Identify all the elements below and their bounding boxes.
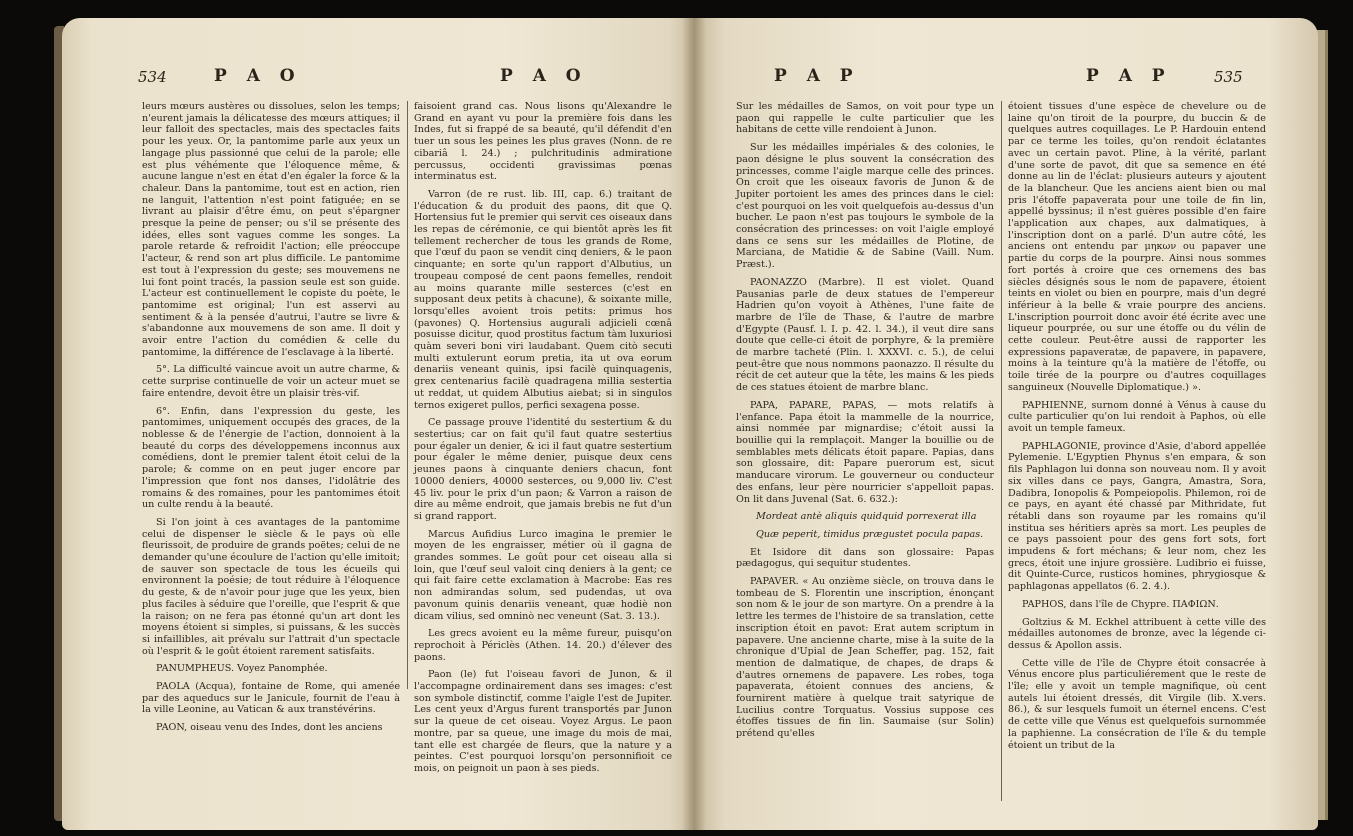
paragraph: PAPHLAGONIE, province d'Asie, d'abord appellée Pylemenie. L'Egyptien Phynus s'en empara, & son fils Paphlagon lui donna son nouveau nom. Il y avoit six villes dans ce pays, Gangra, Amastra, Sora, Dadibra, Ionopolis & Pompeiopolis. Philemon, roi de ce pays, en ayant été chassé par Mithridate, fut rétabli dans son royaume par les romains qu'il institua ses héritiers après sa mort. Les peuples de ce pays passoient pour des gens fort sots, fort impudens & fort méchans; & leur nom, chez les grecs, étoit une injure grossière. Ludibrio ei fuisse, dit Quinte-Curce, rusticos homines, phrygiosque & paphlagonas appellatos (6. 2. 4.). bbox=[1008, 440, 1266, 593]
left-page-number: 534 bbox=[138, 68, 167, 86]
right-running-head-1: P A P bbox=[774, 66, 860, 86]
left-running-head-2: P A O bbox=[500, 66, 588, 86]
paragraph: Les grecs avoient eu la même fureur, puisqu'on reprochoit à Périclès (Athen. 14. 20.) d'élever des paons. bbox=[414, 628, 672, 663]
paragraph: PANUMPHEUS. Voyez Panomphée. bbox=[156, 663, 328, 675]
right-running-head-2: P A P bbox=[1086, 66, 1172, 86]
paragraph: 5°. La difficulté vaincue avoit un autre charme, & cette surprise continuelle de voir un acteur muet se faire entendre, devoit être un plaisir très-vif. bbox=[142, 364, 400, 399]
paragraph: Ce passage prouve l'identité du sestertium & du sestertius; car on fait qu'il faut quatre sestertius pour égaler un denier, & ici il faut quatre sestertium pour égaler le même denier, puisque deux cens jeunes paons à cinquante deniers chacun, font 10000 deniers, 40000 sesterces, ou 9,000 liv. C'est 45 liv. pour le prix d'un paon; & Varron a raison de dire au même endroit, que jamais brebis ne fut d'un si grand rapport. bbox=[414, 417, 672, 522]
left-running-head-1: P A O bbox=[214, 66, 302, 86]
left-page bbox=[62, 18, 694, 830]
verse-line: Mordeat antè aliquis quidquid porrexerat illa bbox=[756, 511, 977, 523]
right-page bbox=[694, 18, 1318, 830]
paragraph: PAONAZZO (Marbre). Il est violet. Quand Pausanias parle de deux statues de l'empereur Hadrien qu'on voyoit à Athènes, l'une faite de marbre de l'île de Thase, & l'autre de marbre d'Egypte (Pausf. l. I. p. 42. l. 34.), il veut dire sans doute que celle-ci étoit de porphyre, & la première de marbre tacheté (Plin. l. XXXVI. c. 5.), de celui peut-être que nous nommons paonazzo. Il résulte du récit de cet auteur que la tête, les mains & les pieds de ces statues étoient de marbre blanc. bbox=[736, 276, 994, 394]
paragraph: PAPA, PAPARE, PAPAS, — mots relatifs à l'enfance. Papa étoit la mammelle de la nourrice, ainsi nommée par mignardise; c'étoit aussi la bouillie qui la remplaçoit. Manger la bouillie ou de semblables mets délicats étoit papare. Papias, dans son glossaire, dit: Papare puerorum est, sicut manducare virorum. Le gouverneur ou conducteur des enfans, leur père nourricier s'appelloit papas. On lit dans Juvenal (Sat. 6. 632.): bbox=[736, 399, 994, 505]
paragraph: Si l'on joint à ces avantages de la pantomime celui de dispenser le siècle & le pays où elle fleurissoit, de produire de grands poëtes; celui de ne demander qu'une écoulure de l'action qu'elle imitoit; de sauver son spectacle de tous les écueils qui environnent la poésie; de tout réduire à l'éloquence du geste, & de n'avoir pour juge que les yeux, bien plus faciles à séduire que l'oreille, que l'esprit & que la raison; on ne fera pas étonné qu'un art dont les moyens étoient si simples, si puissans, & les succès si infaillibles, ait prévalu sur l'attrait d'un spectacle où l'esprit & le goût étoient rarement satisfaits. bbox=[142, 516, 400, 657]
paragraph: Cette ville de l'île de Chypre étoit consacrée à Vénus encore plus particuliérement que le reste de l'île; elle y avoit un temple magnifique, où cent autels lui étoient dressés, dit Virgile (lib. X.vers. 86.), & sur lesquels fumoit un éternel encens. C'est de cette ville que Vénus est quelquefois surnommée la paphienne. La consécration de l'île & du temple étoient un tribut de la bbox=[1008, 657, 1266, 751]
paragraph: faisoient grand cas. Nous lisons qu'Alexandre le Grand en ayant vu pour la première fois dans les Indes, fut si frappé de sa beauté, qu'il défendit d'en tuer un sous les peines les plus graves (Nonn. de re cibariâ l. 24.) ; pulchritudinis admiratione percussus, occidenti gravissimas pœnas interminatus est. bbox=[414, 101, 672, 183]
paragraph: Et Isidore dit dans son glossaire: Papas pædagogus, qui sequitur studentes. bbox=[736, 546, 994, 570]
paragraph: Sur les médailles impériales & des colonies, le paon désigne le plus souvent la consécration des princesses, comme l'aigle marque celle des princes. On croit que les oiseaux favoris de Junon & de Jupiter portoient les ames des princes dans le ciel: c'est pourquoi on les voit quelquefois au-dessus d'un bucher. Le paon n'est pas toujours le symbole de la consécration des princesses: on voit l'aigle employé dans ce sens sur les médailles de Plotine, de Marciana, de Matidie & de Sabine (Vaill. Num. Præst.). bbox=[736, 142, 994, 271]
paragraph: étoient tissues d'une espèce de chevelure ou de laine qu'on tiroit de la pourpre, du buccin & de quelques autres coquillages. Le P. Hardouin entend par ce terme les toiles, qu'on rendoit éclatantes avec un certain pavot. Pline, à la vérité, parlant d'une sorte de pavot, dit que sa semence en été donne au lin de l'éclat: plusieurs auteurs y ajoutent de la blancheur. Que les anciens aient bien ou mal pris l'étoffe papaverata pour une toile de fin lin, appellé byssinus; il n'est guères possible d'en faire l'application aux chapes, aux dalmatiques, à l'inscription dont on a parlé. D'un autre côté, les anciens ont entendu par μηκων ou papaver une partie du corps de la pourpre. Ainsi nous sommes fort portés à croire que ces ornemens des bas siècles désignés sous le nom de papavere, étoient teints en violet ou bien en pourpre, mais d'un degré inférieur à la belle & vraie pourpre des anciens. L'inscription pourroit donc avoir été écrite avec une liqueur pourprée, ou sur une étoffe ou du vélin de cette couleur. Peut-être aussi de rapporter les expressions papaveratæ, de papavere, in papavere, moins à la teinture qu'à la matière de l'étoffe, ou toile tirée de la pourpre ou d'autres coquillages sanguineux (Nouvelle Diplomatique.) ». bbox=[1008, 101, 1266, 393]
paragraph: PAPAVER. « Au onzième siècle, on trouva dans le tombeau de S. Florentin une inscription, énonçant son nom & le jour de son martyre. On a prendre à la lettre les termes de l'histoire de sa translation, cette inscription étoit en pavot: Erat autem scriptum in papavere. Une ancienne charte, mise à la suite de la chronique d'Upial de Jean Scheffer, pag. 152, fait mention de dalmatique, de chapes, de draps & d'autres ornemens de papavere. Les robes, toga papaverata, étoient connues des anciens, & fournirent matière à quelque trait satyrique de Lucilius contre Torquatus. Vossius suppose ces étoffes tissues de fin lin. Saumaise (sur Solin) prétend qu'elles bbox=[736, 576, 994, 740]
paragraph: Paon (le) fut l'oiseau favori de Junon, & il l'accompagne ordinairement dans ses images: c'est son symbole distinctif, comme l'aigle l'est de Jupiter. Les cent yeux d'Argus furent transportés par Junon sur la queue de cet oiseau. Voyez Argus. Le paon montre, par sa queue, une image du mois de mai, tant elle est chargée de fleurs, que la nature y a peintes. C'est pourquoi lorsqu'on personnifioit ce mois, on peignoit un paon à ses pieds. bbox=[414, 669, 672, 774]
paragraph: Goltzius & M. Eckhel attribuent à cette ville des médailles autonomes de bronze, avec la légende ci-dessus & Apollon assis. bbox=[1008, 616, 1266, 651]
paragraph: PAON, oiseau venu des Indes, dont les anciens bbox=[156, 722, 383, 734]
right-page-number: 535 bbox=[1214, 68, 1243, 86]
verse-line: Quæ peperit, timidus prægustet pocula papas. bbox=[756, 528, 984, 540]
right-page-column-1 bbox=[736, 101, 994, 746]
column-divider bbox=[407, 101, 408, 689]
left-page-column-2 bbox=[414, 101, 672, 781]
book-spread bbox=[62, 18, 1318, 830]
paragraph: PAPHOS, dans l'île de Chypre. ΠΑΦΙΩΝ. bbox=[1022, 598, 1219, 610]
paragraph: Marcus Aufidius Lurco imagina le premier le moyen de les engraisser, métier où il gagna de grandes sommes. Le goût pour cet oiseau alla si loin, que l'œuf seul valoit cinq deniers à la gent; ce qui fait faire cette exclamation à Macrobe: Eas res non admirandas solum, sed pudendas, ut ova pavonum quinis denariis veneant, quæ hodiè non dicam vilius, sed omninò nec veneunt (Sat. 3. 13.). bbox=[414, 528, 672, 622]
left-page-column-1 bbox=[142, 101, 400, 740]
paragraph: 6°. Enfin, dans l'expression du geste, les pantomimes, uniquement occupés des graces, de la noblesse & de l'énergie de l'action, donnoient à la beauté du corps des développemens inconnus aux comédiens, dont le premier talent étoit celui de la parole; & comme on en peut juger encore par l'impression que font nos danses, l'idolâtrie des romains & des romaines, pour les pantomimes étoit un culte rendu à la beauté. bbox=[142, 405, 400, 511]
paragraph: Sur les médailles de Samos, on voit pour type un paon qui rappelle le culte particulier que les habitans de cette ville rendoient à Junon. bbox=[736, 101, 994, 136]
paragraph: PAPHIENNE, surnom donné à Vénus à cause du culte particulier qu'on lui rendoit à Paphos, où elle avoit un temple fameux. bbox=[1008, 399, 1266, 434]
column-divider bbox=[1001, 101, 1002, 801]
paragraph: PAOLA (Acqua), fontaine de Rome, qui amenée par des aqueducs sur le Janicule, fournit de l'eau à la ville Leonine, au Vatican & aux transtévérins. bbox=[142, 681, 400, 716]
paragraph: Varron (de re rust. lib. III, cap. 6.) traitant de l'éducation & du produit des paons, dit que Q. Hortensius fut le premier qui servit ces oiseaux dans les repas de cérémonie, ce qui bientôt après les fit tellement rechercher de tous les grands de Rome, que l'œuf du paon se vendit cinq deniers, & le paon cinquante; en sorte qu'un rapport d'Albutius, un troupeau composé de cent paons femelles, rendoit au moins quarante mille sesterces (c'est en supposant deux petits à chacune), & soixante mille, lorsqu'elles avoient trois petits: primus hos (pavones) Q. Hortensius augurali adjicieli cœnâ posuisse dicitur, quod prostitus factum tàm luxuriosi quàm severi boni viri laudabant. Quem citò secuti multi extulerunt eorum pretia, ita ut ova eorum denariis veneant quinis, ipsi facilè quinquagenis, grex centenarius facilè quadragena millia sestertia ut reddat, ut quidem Albutius aiebat; si in singulos ternos exigeret pullos, perfici sexagena posse. bbox=[414, 188, 672, 411]
book-gutter bbox=[682, 18, 706, 830]
right-page-column-2 bbox=[1008, 101, 1266, 757]
paragraph: leurs mœurs austères ou dissolues, selon les temps; n'eurent jamais la délicatesse des mœurs attiques; il leur falloit des spectacles, mais des spectacles faits pour les yeux. Or, la pantomime parle aux yeux un langage plus passionné que celui de la parole; elle est plus véhémente que l'éloquence même, & aucune langue n'est en état d'en égaler la force & la chaleur. Dans la pantomime, tout est en action, rien ne languit, l'attention n'est point fatiguée; en se livrant au plaisir d'être ému, on peut s'épargner presque la peine de penser; ou s'il se présente des idées, elles sont vagues comme les songes. La parole retarde & refroidit l'action; elle préoccupe l'acteur, & rend son art plus difficile. Le pantomime est tout à l'expression du geste; ses mouvemens ne lui font point tracés, la passion seule est son guide. L'acteur est continuellement le copiste du poète, le pantomime est original; l'un est asservi au sentiment & à la pensée d'autrui, l'autre se livre & s'abandonne aux mouvemens de son ame. Il doit y avoir entre l'action du comédien & celle du pantomime, la différence de l'esclavage à la liberté. bbox=[142, 101, 400, 358]
